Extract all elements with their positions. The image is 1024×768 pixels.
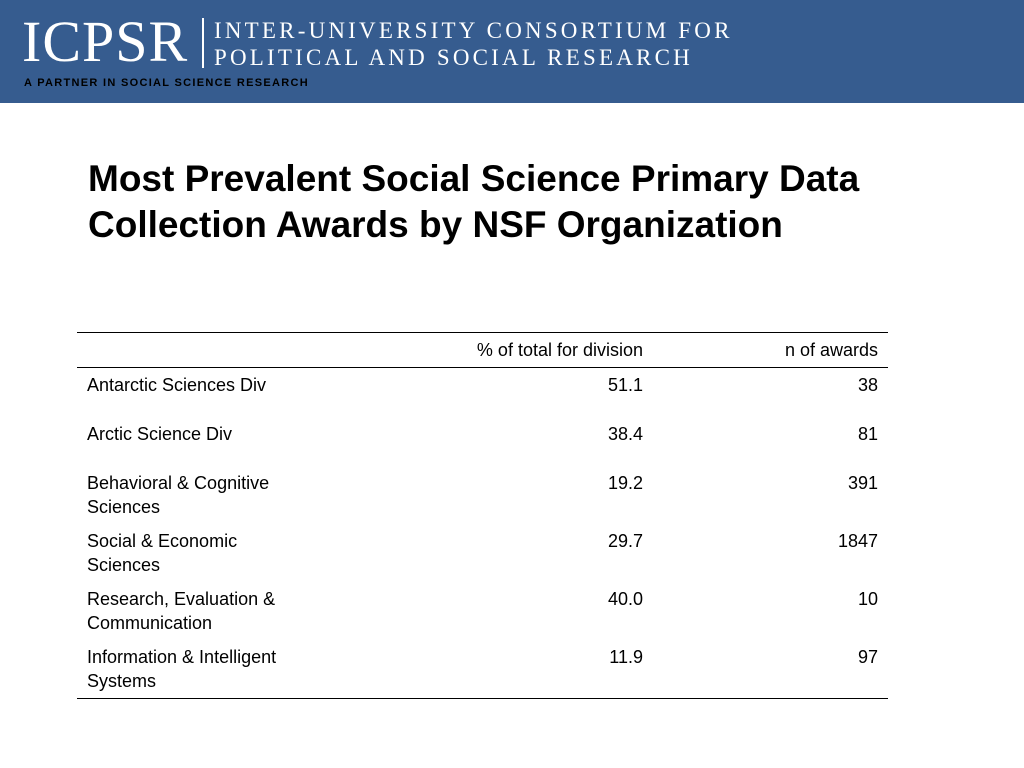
percent-value: 51.1 bbox=[607, 375, 643, 395]
header-banner bbox=[0, 0, 1024, 103]
organization-name-line-2: POLITICAL AND SOCIAL RESEARCH bbox=[214, 45, 693, 70]
table-body bbox=[77, 368, 888, 699]
division-name: Social & Economic Sciences bbox=[87, 531, 238, 575]
table-row bbox=[77, 640, 888, 699]
table-header bbox=[77, 333, 888, 368]
percent-value: 19.2 bbox=[607, 473, 643, 493]
percent-value: 29.7 bbox=[607, 531, 643, 551]
slide-title: Most Prevalent Social Science Primary Data Collection Awards by NSF Organization bbox=[88, 158, 860, 245]
table-row bbox=[77, 466, 888, 524]
table-row bbox=[77, 368, 888, 418]
awards-table bbox=[77, 332, 888, 699]
awards-count: 1847 bbox=[837, 531, 878, 551]
table-row bbox=[77, 417, 888, 466]
awards-count: 38 bbox=[857, 375, 878, 395]
table-header-row bbox=[77, 333, 888, 368]
organization-name-line-1: INTER-UNIVERSITY CONSORTIUM FOR bbox=[214, 18, 733, 43]
column-header-division bbox=[77, 333, 317, 368]
awards-count: 10 bbox=[857, 589, 878, 609]
awards-count: 391 bbox=[847, 473, 878, 493]
percent-value: 11.9 bbox=[609, 647, 643, 667]
logo-divider bbox=[202, 18, 204, 68]
division-name: Behavioral & Cognitive Sciences bbox=[87, 473, 270, 517]
division-name: Arctic Science Div bbox=[87, 424, 233, 444]
percent-value: 38.4 bbox=[607, 424, 643, 444]
organization-name bbox=[214, 17, 733, 71]
division-name: Information & Intelligent Systems bbox=[87, 647, 277, 691]
awards-count: 81 bbox=[857, 424, 878, 444]
percent-value: 40.0 bbox=[607, 589, 643, 609]
division-name: Research, Evaluation & Communication bbox=[87, 589, 276, 633]
table-row bbox=[77, 582, 888, 640]
division-name: Antarctic Sciences Div bbox=[87, 375, 267, 395]
column-header-percent: % of total for division bbox=[476, 340, 643, 360]
awards-count: 97 bbox=[857, 647, 878, 667]
table-row bbox=[77, 524, 888, 582]
column-header-awards: n of awards bbox=[784, 340, 878, 360]
icpsr-logo: ICPSR bbox=[22, 9, 189, 74]
tagline: A PARTNER IN SOCIAL SCIENCE RESEARCH bbox=[24, 77, 309, 89]
